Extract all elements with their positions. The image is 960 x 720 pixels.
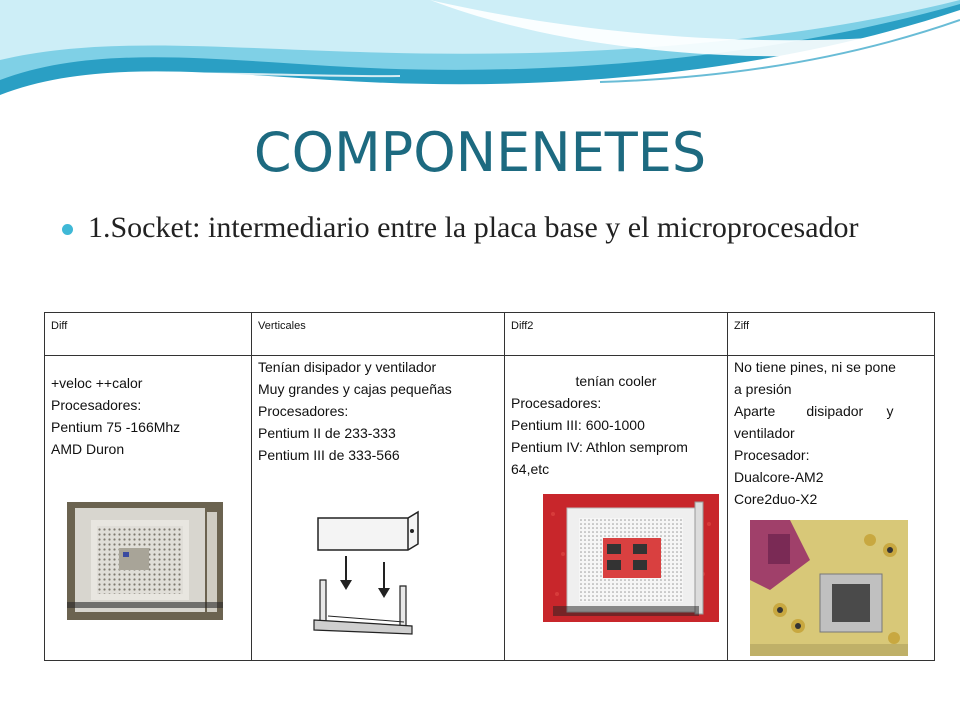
cell-line: +veloc ++calor bbox=[51, 375, 143, 391]
cell-line: Procesadores: bbox=[258, 403, 349, 419]
header-diff: Diff bbox=[45, 313, 252, 356]
cell-line: ventilador bbox=[734, 425, 795, 441]
cell-ziff bbox=[728, 356, 935, 661]
socket-diff2-photo bbox=[543, 494, 719, 622]
cell-line: Procesadores: bbox=[51, 397, 142, 413]
cell-line: a presión bbox=[734, 381, 792, 397]
cell-line: Pentium 75 -166Mhz bbox=[51, 419, 181, 435]
socket-types-table bbox=[44, 312, 935, 661]
header-ziff: Ziff bbox=[728, 313, 935, 356]
cell-line: Dualcore-AM2 bbox=[734, 469, 824, 485]
bullet-dot-icon bbox=[62, 224, 73, 235]
header-diff2: Diff2 bbox=[505, 313, 728, 356]
header-waves-decoration bbox=[0, 0, 960, 110]
cell-diff2 bbox=[505, 356, 728, 661]
cell-line: Pentium II de 233-333 bbox=[258, 425, 396, 441]
cell-line: AMD Duron bbox=[51, 441, 125, 457]
ziff-motherboard-photo bbox=[750, 520, 908, 656]
cell-line: Procesador: bbox=[734, 447, 810, 463]
cell-line: Pentium III de 333-566 bbox=[258, 447, 400, 463]
header-verticales: Verticales bbox=[252, 313, 505, 356]
socket-diff-photo bbox=[67, 502, 223, 620]
cell-line: No tiene pines, ni se pone bbox=[734, 359, 896, 375]
table-row bbox=[45, 356, 935, 661]
bullet-item bbox=[60, 210, 920, 246]
cell-line: Core2duo-X2 bbox=[734, 491, 818, 507]
cell-line: Procesadores: bbox=[511, 395, 602, 411]
cell-line: Pentium III: 600-1000 bbox=[511, 417, 645, 433]
vertical-slot-diagram bbox=[308, 508, 428, 642]
cell-line: 64,etc bbox=[511, 461, 550, 477]
cell-diff bbox=[45, 356, 252, 661]
cell-line: Tenían disipador y ventilador bbox=[258, 359, 437, 375]
cell-line: Muy grandes y cajas pequeñas bbox=[258, 381, 452, 397]
cell-verticales bbox=[252, 356, 505, 661]
cell-line: Aparte disipador y bbox=[734, 403, 894, 419]
bullet-text: 1.Socket: intermediario entre la placa base y el microprocesador bbox=[88, 211, 859, 244]
cell-line: Pentium IV: Athlon semprom bbox=[511, 439, 688, 455]
table-header-row bbox=[45, 313, 935, 356]
slide-title: COMPONENETES bbox=[253, 121, 707, 184]
cell-line: tenían cooler bbox=[575, 373, 657, 389]
